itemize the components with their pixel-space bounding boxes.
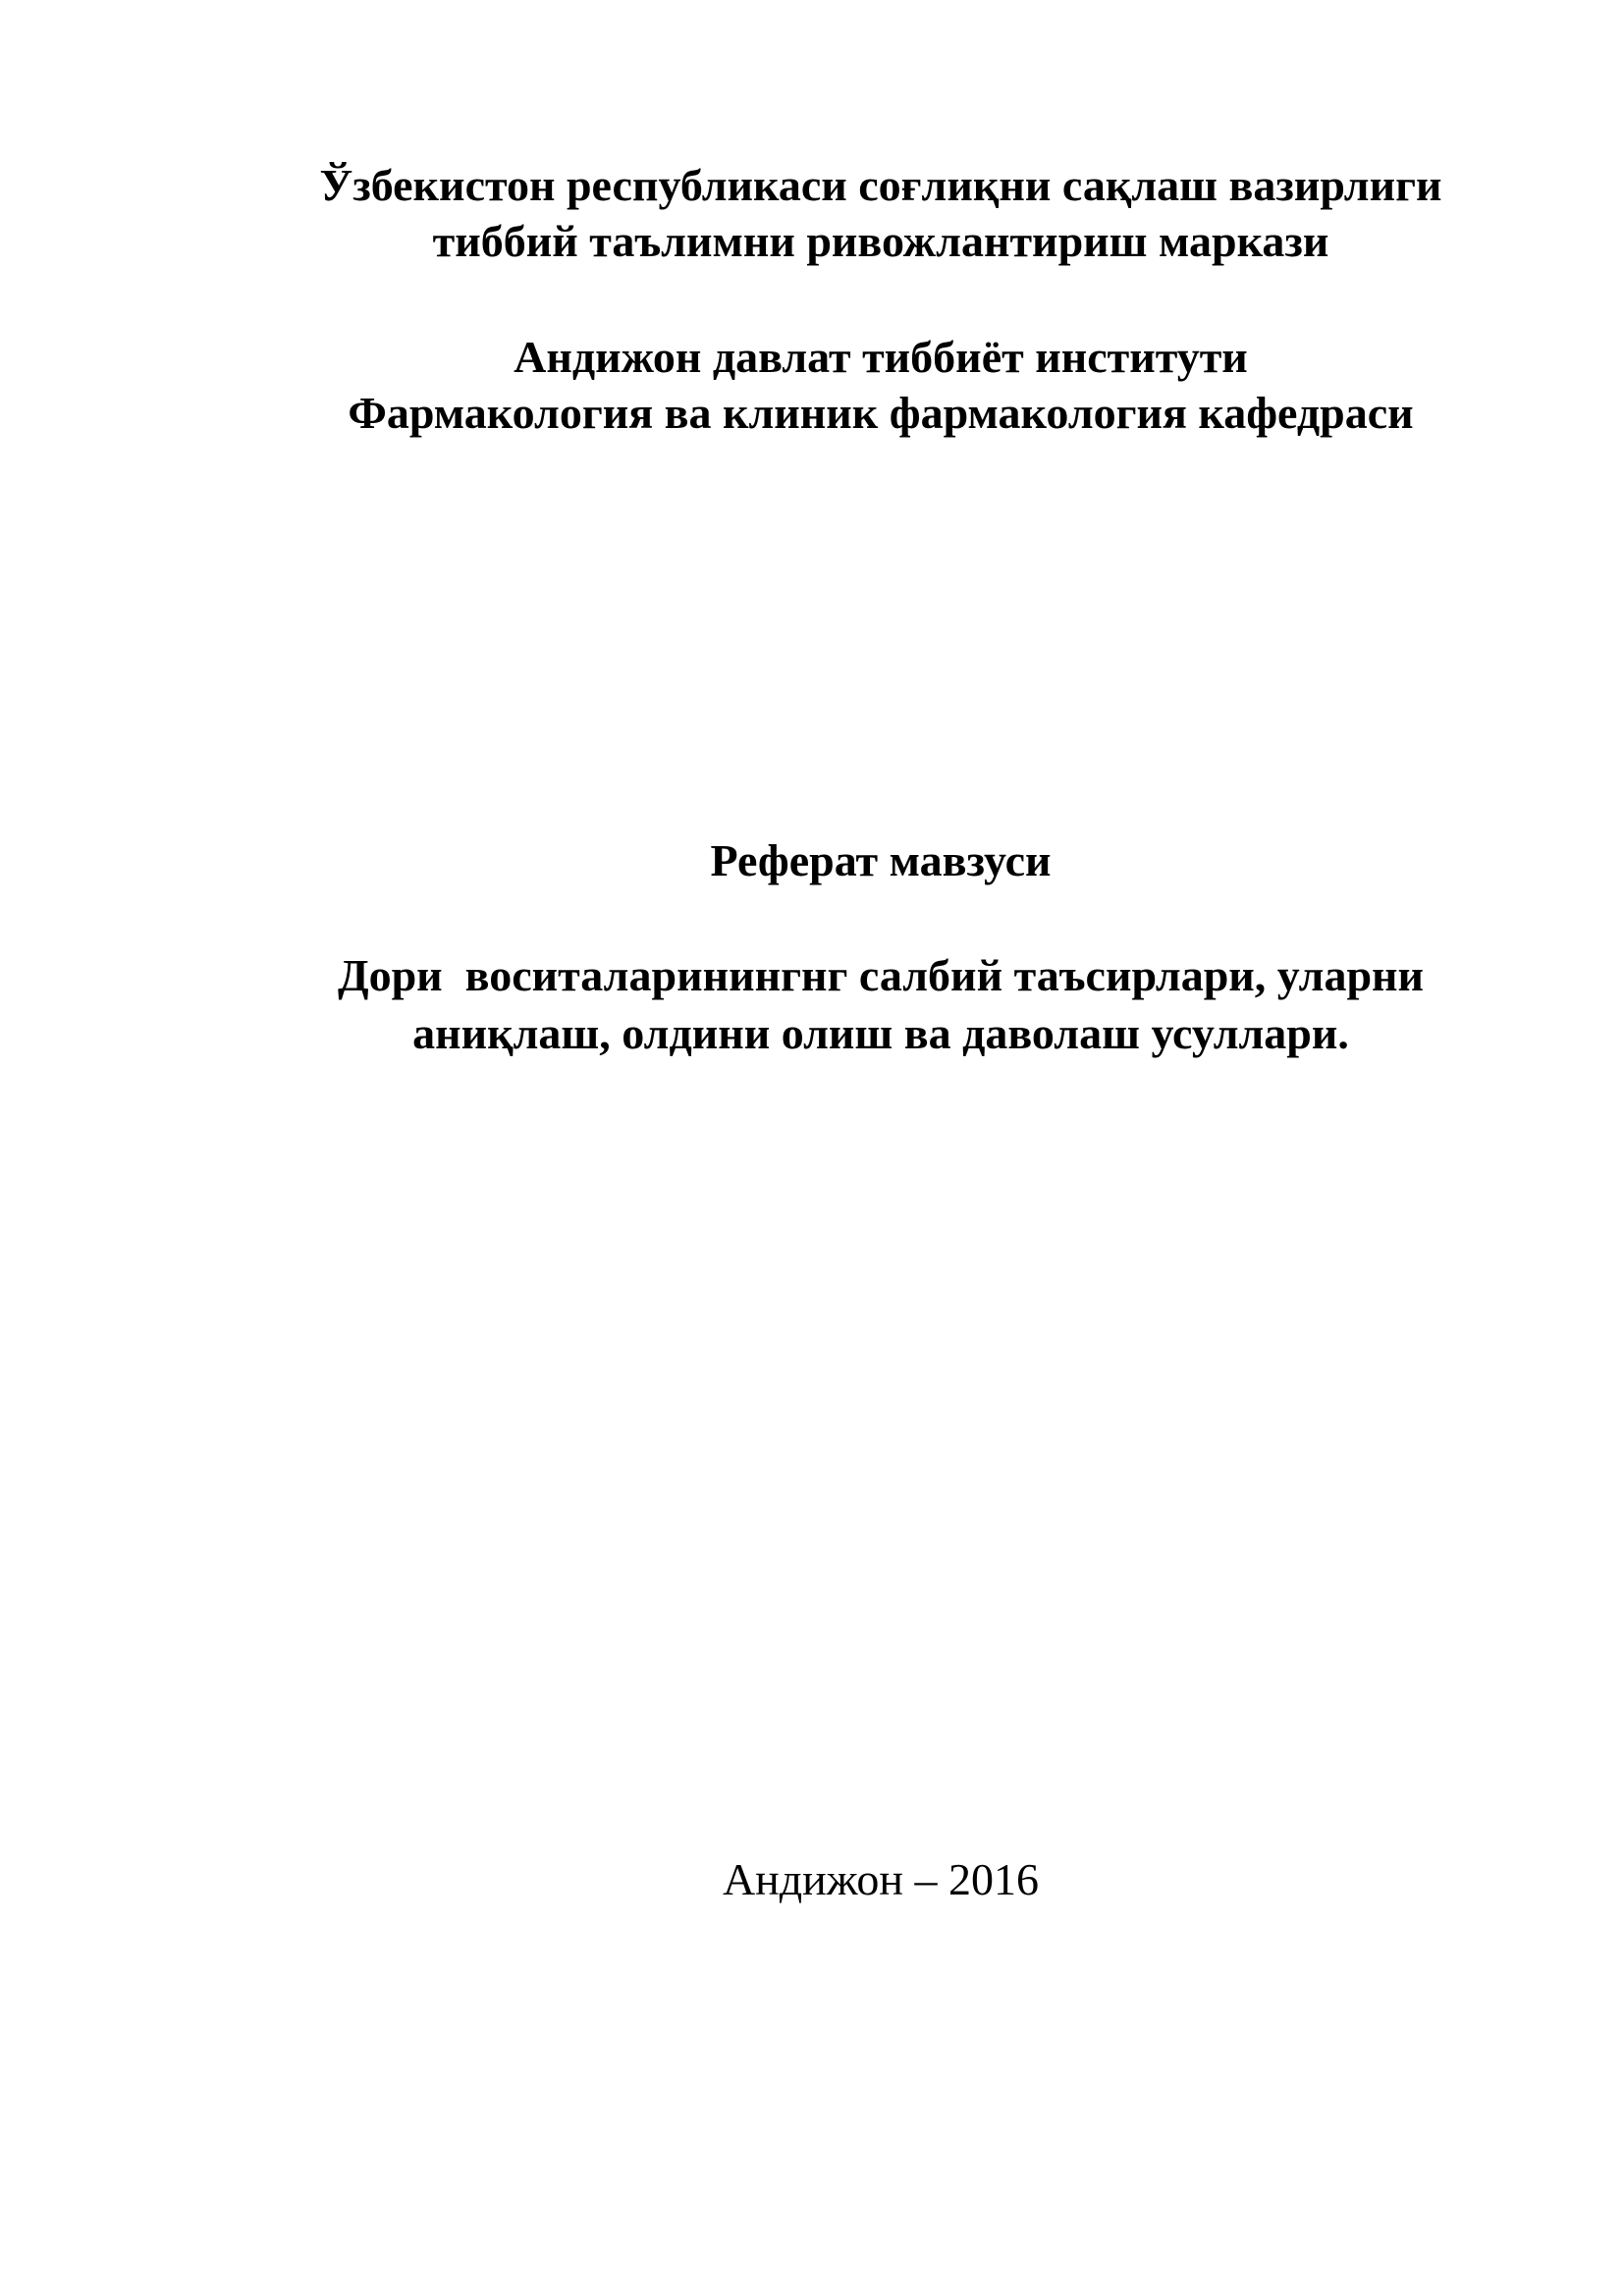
ministry-title-line2: тиббий таълимни ривожлантириш маркази — [432, 216, 1329, 266]
topic-label: Реферат мавзуси — [710, 835, 1052, 885]
topic-title-line1: Дори воситаларинингнг салбий таъсирлари, уларни — [337, 950, 1425, 1000]
institute-title-line1: Андижон давлат тиббиёт институти — [514, 332, 1248, 382]
topic-title-line2: аниқлаш, олдини олиш ва даволаш усуллари. — [412, 1008, 1349, 1058]
department-title-line2: Фармакология ва клиник фармакология кафедраси — [348, 388, 1414, 438]
place-year: Андижон – 2016 — [722, 1854, 1040, 1904]
ministry-title-line1: Ўзбекистон республикаси соғлиқни сақлаш вазирлиги — [319, 160, 1442, 210]
